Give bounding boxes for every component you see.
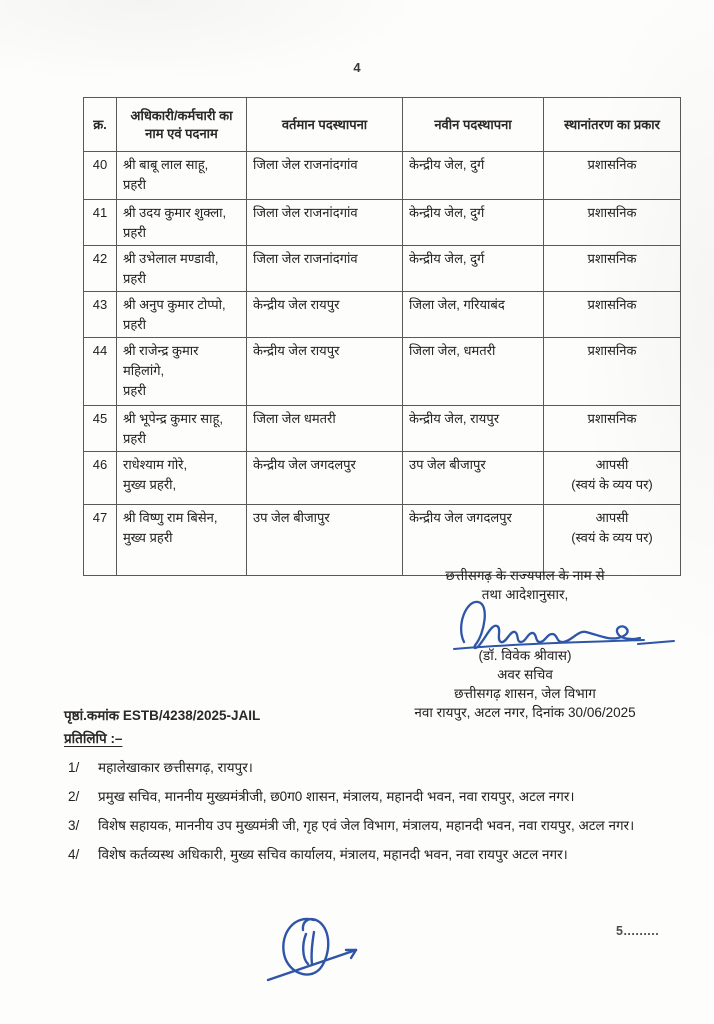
- col-header-serial: क्र.: [84, 98, 117, 152]
- copy-item-number: 1/: [68, 760, 80, 775]
- cell-new-posting: केन्द्रीय जेल, दुर्ग: [403, 152, 544, 200]
- table-row: [84, 292, 681, 338]
- cell-current-posting: जिला जेल राजनांदगांव: [247, 152, 403, 200]
- cell-transfer-type: प्रशासनिक: [544, 200, 681, 246]
- table-row: [84, 505, 681, 576]
- copy-item-text: प्रमुख सचिव, माननीय मुख्यमंत्रीजी, छ0ग0 शासन, मंत्रालय, महानदी भवन, नवा रायपुर, अटल नगर।: [98, 789, 575, 804]
- cell-serial-number: 41: [84, 200, 117, 246]
- cell-officer-name: श्री राजेन्द्र कुमार महिलांगे, प्रहरी: [117, 338, 247, 406]
- col-header-transfer-type: स्थानांतरण का प्रकार: [544, 98, 681, 152]
- cell-transfer-type: प्रशासनिक: [544, 292, 681, 338]
- cell-serial-number: 46: [84, 452, 117, 505]
- cell-transfer-type: प्रशासनिक: [544, 152, 681, 200]
- table-header-row: [84, 98, 681, 152]
- table-body: [84, 152, 681, 576]
- cell-officer-name: श्री उभेलाल मण्डावी, प्रहरी: [117, 246, 247, 292]
- copy-item-number: 2/: [68, 789, 80, 804]
- copy-to-item: [68, 815, 672, 837]
- signature-ink: [448, 592, 676, 654]
- cell-current-posting: जिला जेल राजनांदगांव: [247, 246, 403, 292]
- col-header-new-posting: नवीन पदस्थापना: [403, 98, 544, 152]
- cell-current-posting: जिला जेल धमतरी: [247, 406, 403, 452]
- copy-to-item: [68, 786, 672, 808]
- cell-current-posting: केन्द्रीय जेल रायपुर: [247, 338, 403, 406]
- col-header-current-posting: वर्तमान पदस्थापना: [247, 98, 403, 152]
- endorsement-reference: पृष्ठां.कमांक ESTB/4238/2025-JAIL: [64, 708, 261, 723]
- cell-current-posting: उप जेल बीजापुर: [247, 505, 403, 576]
- copy-item-number: 4/: [68, 847, 80, 862]
- cell-transfer-type: प्रशासनिक: [544, 246, 681, 292]
- cell-new-posting: केन्द्रीय जेल, दुर्ग: [403, 200, 544, 246]
- cell-new-posting: केन्द्रीय जेल जगदलपुर: [403, 505, 544, 576]
- copy-item-text: विशेष सहायक, माननीय उप मुख्यमंत्री जी, गृह एवं जेल विभाग, मंत्रालय, महानदी भवन, नवा रायपुर, अटल नगर।: [98, 818, 635, 833]
- signatory-department: छत्तीसगढ़ शासन, जेल विभाग: [454, 686, 596, 701]
- cell-serial-number: 47: [84, 505, 117, 576]
- signatory-block: [358, 566, 692, 722]
- cell-new-posting: जिला जेल, गरियाबंद: [403, 292, 544, 338]
- order-line: तथा आदेशानुसार,: [481, 587, 569, 602]
- cell-officer-name: राधेश्याम गोरे, मुख्य प्रहरी,: [117, 452, 247, 505]
- table-row: [84, 406, 681, 452]
- cell-officer-name: श्री भूपेन्द्र कुमार साहू, प्रहरी: [117, 406, 247, 452]
- signatory-name: (डॉ. विवेक श्रीवास): [478, 648, 572, 663]
- signatory-place-date: नवा रायपुर, अटल नगर, दिनांक 30/06/2025: [414, 705, 636, 720]
- cell-officer-name: श्री उदय कुमार शुक्ला, प्रहरी: [117, 200, 247, 246]
- signatory-designation: अवर सचिव: [497, 667, 553, 682]
- cell-serial-number: 44: [84, 338, 117, 406]
- table-row: [84, 200, 681, 246]
- table-row: [84, 152, 681, 200]
- copy-item-text: विशेष कर्तव्यस्थ अधिकारी, मुख्य सचिव कार्यालय, मंत्रालय, महानदी भवन, नवा रायपुर अटल नगर।: [98, 847, 568, 862]
- cell-serial-number: 40: [84, 152, 117, 200]
- table-row: [84, 338, 681, 406]
- cell-serial-number: 42: [84, 246, 117, 292]
- cell-current-posting: केन्द्रीय जेल रायपुर: [247, 292, 403, 338]
- table-row: [84, 246, 681, 292]
- cell-officer-name: श्री अनुप कुमार टोप्पो, प्रहरी: [117, 292, 247, 338]
- cell-new-posting: उप जेल बीजापुर: [403, 452, 544, 505]
- cell-serial-number: 45: [84, 406, 117, 452]
- page-number: 4: [353, 60, 361, 75]
- cell-new-posting: जिला जेल, धमतरी: [403, 338, 544, 406]
- cell-transfer-type: प्रशासनिक: [544, 338, 681, 406]
- copy-to-list: [68, 757, 672, 873]
- copy-to-label: प्रतिलिपि :–: [64, 731, 123, 746]
- cell-current-posting: केन्द्रीय जेल जगदलपुर: [247, 452, 403, 505]
- cell-new-posting: केन्द्रीय जेल, दुर्ग: [403, 246, 544, 292]
- cell-serial-number: 43: [84, 292, 117, 338]
- cell-transfer-type: आपसी (स्वयं के व्यय पर): [544, 505, 681, 576]
- cell-officer-name: श्री बाबू लाल साहू, प्रहरी: [117, 152, 247, 200]
- copy-to-item: [68, 757, 672, 779]
- cell-current-posting: जिला जेल राजनांदगांव: [247, 200, 403, 246]
- authority-line: छत्तीसगढ़ के राज्यपाल के नाम से: [445, 568, 605, 583]
- copy-to-item: [68, 844, 672, 866]
- cell-officer-name: श्री विष्णु राम बिसेन, मुख्य प्रहरी: [117, 505, 247, 576]
- signature-area: [358, 604, 692, 646]
- initial-signature-ink: [262, 906, 374, 994]
- copy-item-number: 3/: [68, 818, 80, 833]
- copy-item-text: महालेखाकार छत्तीसगढ़, रायपुर।: [98, 760, 253, 775]
- cell-transfer-type: प्रशासनिक: [544, 406, 681, 452]
- continuation-marker: 5.........: [616, 924, 660, 938]
- transfer-order-table: [83, 97, 681, 576]
- cell-new-posting: केन्द्रीय जेल, रायपुर: [403, 406, 544, 452]
- col-header-name-designation: अधिकारी/कर्मचारी का नाम एवं पदनाम: [117, 98, 247, 152]
- cell-transfer-type: आपसी (स्वयं के व्यय पर): [544, 452, 681, 505]
- table-row: [84, 452, 681, 505]
